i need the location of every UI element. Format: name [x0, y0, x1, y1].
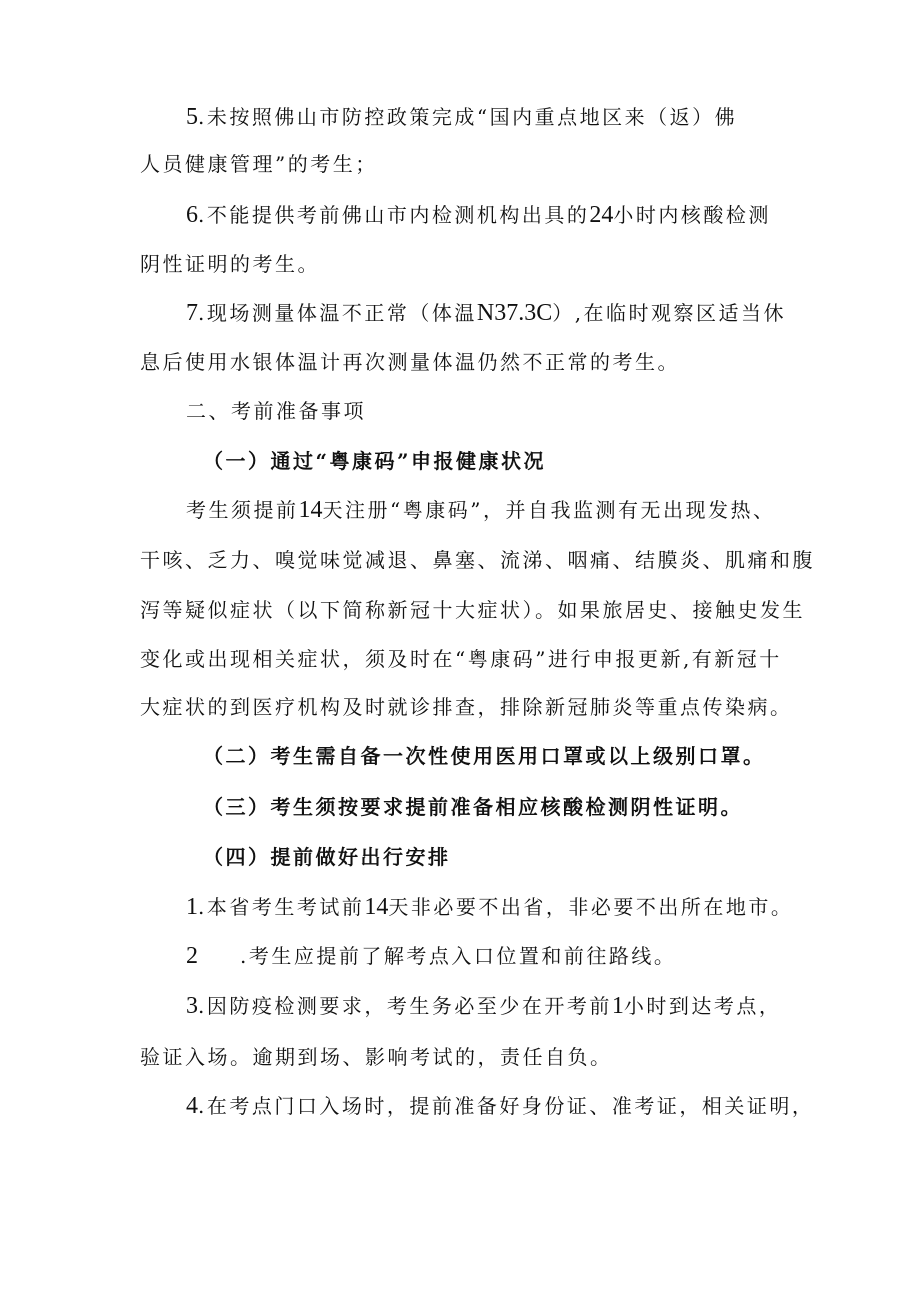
- sub4-item-2-number: 2: [186, 943, 198, 969]
- item-5-line: [186, 103, 737, 131]
- sub1-days: 14: [298, 497, 323, 523]
- item-6-hours: 24: [589, 202, 614, 228]
- item-7-temperature: N37.3C: [476, 300, 553, 326]
- item-7-number: 7: [186, 300, 198, 326]
- subsection-1-line-2: 干咳、乏力、嗅觉味觉减退、鼻塞、流涕、咽痛、结膜炎、肌痛和腹: [140, 548, 815, 572]
- sub4-item-2: [186, 942, 676, 970]
- sub4-item-1-days: 14: [364, 894, 389, 920]
- subsection-2-heading: （二）考生需自备一次性使用医用口罩或以上级别口罩。: [203, 744, 766, 768]
- sub4-item-1: [186, 893, 793, 921]
- subsection-1-line-1: [186, 496, 775, 524]
- sub1-text-a: 考生须提前: [186, 498, 299, 522]
- subsection-4-heading: （四）提前做好出行安排: [203, 845, 451, 869]
- item-7-line: [186, 299, 786, 327]
- sub4-item-2-text: .考生应提前了解考点入口位置和前往路线。: [240, 944, 677, 968]
- item-6-text-b: 小时内核酸检测: [613, 203, 771, 227]
- sub4-item-1-text-a: .本省考生考试前: [198, 895, 365, 919]
- item-7-text-a: .现场测量体温不正常（体温: [198, 301, 477, 325]
- item-6-continuation: 阴性证明的考生。: [140, 252, 320, 276]
- item-6-text-a: .不能提供考前佛山市内检测机构出具的: [198, 203, 590, 227]
- item-5-number: 5: [186, 104, 198, 130]
- item-6-line: [186, 201, 771, 229]
- sub4-item-3-hour: 1: [611, 993, 624, 1019]
- subsection-1-line-4: 变化或出现相关症状，须及时在“粤康码”进行申报更新,有新冠十: [140, 647, 782, 671]
- item-7-continuation: 息后使用水银体温计再次测量体温仍然不正常的考生。: [140, 350, 680, 374]
- section-2-heading: 二、考前准备事项: [186, 399, 366, 423]
- sub4-item-3: [186, 992, 781, 1020]
- sub4-item-3-text-b: 小时到达考点，: [623, 994, 782, 1018]
- subsection-1-heading: （一）通过“粤康码”申报健康状况: [203, 449, 547, 473]
- subsection-1-line-5: 大症状的到医疗机构及时就诊排查，排除新冠肺炎等重点传染病。: [140, 695, 793, 719]
- sub4-item-3-text-a: .因防疫检测要求，考生务必至少在开考前: [198, 994, 612, 1018]
- sub4-item-1-number: 1: [186, 894, 198, 920]
- sub1-text-b: 天注册“粤康码”，并自我监测有无出现发热、: [322, 498, 776, 522]
- subsection-3-heading: （三）考生须按要求提前准备相应核酸检测阴性证明。: [203, 795, 743, 819]
- sub4-item-4-text: .在考点门口入场时，提前准备好身份证、准考证，相关证明，: [198, 1094, 815, 1118]
- sub4-item-3-continuation: 验证入场。逾期到场、影响考试的，责任自负。: [140, 1045, 613, 1069]
- item-5-text: .未按照佛山市防控政策完成“国内重点地区来（返）佛: [198, 105, 738, 129]
- item-7-text-b: ）,在临时观察区适当休: [552, 301, 787, 325]
- sub4-item-4: [186, 1092, 814, 1120]
- sub4-item-4-number: 4: [186, 1093, 198, 1119]
- sub4-item-1-text-b: 天非必要不出省，非必要不出所在地市。: [388, 895, 794, 919]
- item-5-continuation: 人员健康管理”的考生；: [140, 152, 378, 176]
- subsection-1-line-3: 泻等疑似症状（以下简称新冠十大症状）。如果旅居史、接触史发生: [140, 598, 805, 622]
- item-6-number: 6: [186, 202, 198, 228]
- sub4-item-3-number: 3: [186, 993, 198, 1019]
